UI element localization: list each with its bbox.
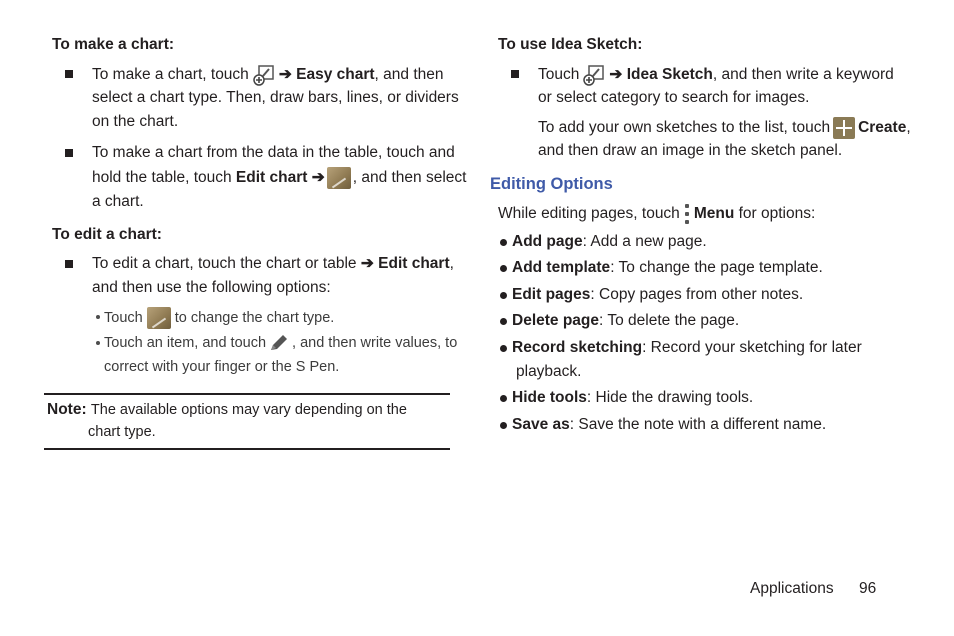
page-number: 96 [859, 580, 877, 597]
idea-step1-line2: or select category to search for images. [538, 89, 810, 106]
text: To add your own sketches to the list, touch [538, 119, 831, 137]
option-record-sketching-line2: playback. [516, 363, 582, 380]
text: to change the chart type. [174, 309, 335, 326]
chart-type-icon [327, 167, 351, 189]
footer-section: Applications [750, 580, 834, 597]
option-desc: : To delete the page. [599, 312, 740, 329]
text: hold the table, touch [92, 169, 232, 187]
text: , and then [374, 66, 444, 84]
bullet-square [65, 70, 73, 78]
text: To make a chart, touch [92, 66, 249, 84]
make-chart-heading: To make a chart: [52, 36, 175, 53]
option-label: Hide tools [512, 389, 587, 406]
option-desc: : Record your sketching for later [642, 339, 862, 356]
option-label: Delete page [512, 312, 600, 329]
option-edit-pages [512, 285, 803, 305]
idea-step2-line1 [538, 117, 911, 139]
option-desc: : Hide the drawing tools. [586, 389, 754, 406]
bullet-dot [96, 315, 100, 319]
note-line1 [47, 400, 407, 420]
menu-dots-icon [684, 203, 690, 225]
note-top-rule [44, 393, 450, 395]
bullet-dot [500, 239, 507, 246]
editing-intro [498, 203, 815, 225]
editing-options-heading: Editing Options [490, 175, 613, 193]
option-label: Add page [512, 233, 583, 250]
arrow: ➔ [609, 66, 623, 84]
option-save-as [512, 415, 826, 435]
edit-chart-label: Edit chart [378, 255, 450, 272]
note-bottom-rule [44, 448, 450, 450]
make-chart-step2-line2 [92, 167, 466, 189]
option-desc: : To change the page template. [610, 259, 823, 276]
edit-chart-label: Edit chart [235, 169, 308, 187]
text: , and then write a keyword [712, 66, 894, 84]
option-add-page [512, 232, 707, 252]
idea-sketch-label: Idea Sketch [626, 66, 713, 84]
make-chart-step1-line2: select a chart type. Then, draw bars, lines, or dividers [92, 89, 459, 106]
text: , [449, 255, 454, 272]
bullet-dot [500, 292, 507, 299]
option-label: Save as [512, 416, 570, 433]
option-label: Record sketching [512, 339, 643, 356]
bullet-dot [500, 318, 507, 325]
idea-step2-line2: and then draw an image in the sketch panel. [538, 142, 843, 159]
plus-icon [833, 117, 855, 139]
bullet-square [511, 70, 519, 78]
bullet-dot [500, 345, 507, 352]
note-label: Note: [47, 401, 87, 418]
option-delete-page [512, 311, 739, 331]
easy-chart-label: Easy chart [296, 66, 375, 84]
bullet-dot [96, 341, 100, 345]
make-chart-step1-line1 [92, 64, 444, 86]
edit-sub2-line2: correct with your finger or the S Pen. [104, 359, 340, 375]
option-desc: : Copy pages from other notes. [590, 286, 804, 303]
text: Touch [538, 66, 580, 84]
pen-icon [268, 333, 290, 353]
edit-chart-heading: To edit a chart: [52, 226, 162, 243]
text: , and then write values, to [292, 335, 458, 351]
idea-sketch-icon [583, 64, 605, 86]
text: Touch [104, 309, 143, 326]
option-record-sketching [512, 338, 862, 358]
idea-step1-line1 [538, 64, 894, 86]
edit-chart-step1-line2: and then use the following options: [92, 279, 331, 296]
option-label: Add template [512, 259, 611, 276]
option-add-template [512, 258, 823, 278]
arrow: ➔ [311, 169, 325, 187]
edit-sub2-line1 [104, 333, 457, 353]
text: , and then select [352, 169, 467, 187]
bullet-square [65, 260, 73, 268]
text: Touch an item, and touch [104, 335, 267, 351]
chart-type-icon [147, 307, 171, 329]
make-chart-step2-line1: To make a chart from the data in the table, touch and [92, 144, 455, 161]
note-line2: chart type. [88, 424, 156, 440]
text: for options: [738, 205, 816, 223]
make-chart-step1-line3: on the chart. [92, 113, 179, 130]
option-label: Edit pages [512, 286, 591, 303]
text: The available options may vary depending on the [90, 402, 407, 418]
idea-sketch-icon [253, 64, 275, 86]
arrow: ➔ [278, 66, 292, 84]
make-chart-step2-line3: a chart. [92, 193, 144, 210]
option-hide-tools [512, 388, 753, 408]
text: , [906, 119, 911, 137]
option-desc: : Save the note with a different name. [569, 416, 827, 433]
arrow: ➔ [360, 255, 374, 272]
text: While editing pages, touch [498, 205, 680, 223]
bullet-dot [500, 395, 507, 402]
menu-label: Menu [693, 205, 735, 223]
edit-chart-step1-line1 [92, 254, 454, 274]
bullet-dot [500, 422, 507, 429]
idea-sketch-heading: To use Idea Sketch: [498, 36, 643, 53]
edit-sub1 [104, 307, 334, 329]
bullet-dot [500, 265, 507, 272]
text: To edit a chart, touch the chart or table [92, 255, 357, 272]
create-label: Create [858, 119, 907, 137]
option-desc: : Add a new page. [582, 233, 707, 250]
bullet-square [65, 149, 73, 157]
